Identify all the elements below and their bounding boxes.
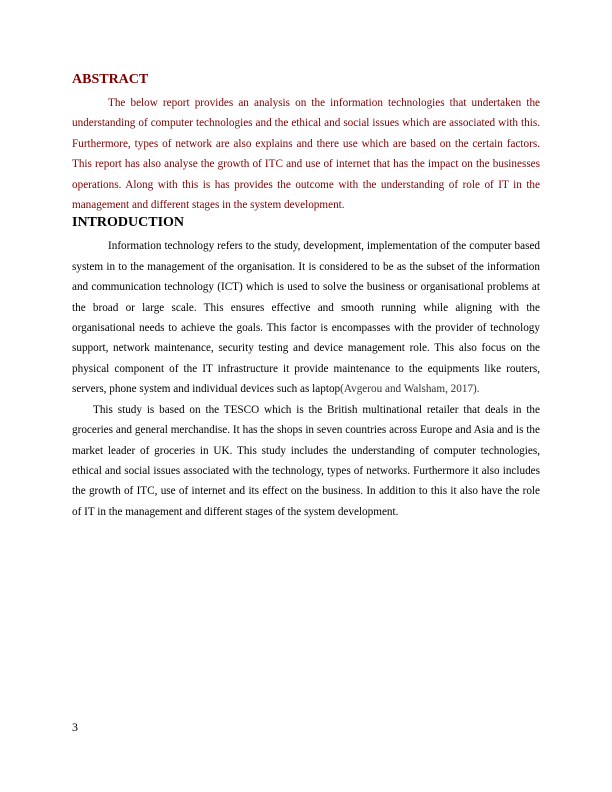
introduction-paragraph-1-text: Information technology refers to the study, development, implementation of the computer based system in to the management of the organisation. It is considered to be as the subset of the information and communication technology (ICT) which is used to solve the business or organisational problems at the broad or large scale. This ensures effective and smooth running while aligning with the organisational needs to achieve the goals. This factor is encompasses with the provider of technology support, network maintenance, security testing and device management role. This also focus on the physical component of the IT infrastructure it provide maintenance to the equipments like routers, servers, phone system and individual devices such as laptop xyxy=(72,240,540,396)
citation: (Avgerou and Walsham, 2017). xyxy=(340,383,480,396)
introduction-paragraph-2: This study is based on the TESCO which is the British multinational retailer that deals in the groceries and general merchandise. It has the shops in seven countries across Europe and Asia and is the market leader of groceries in UK. This study includes the understanding of computer technologies, ethical and social issues associated with the technology, types of networks. Furthermore it also includes the growth of ITC, use of internet and its effect on the business. In addition to this it also have the role of IT in the management and different stages of the system development. xyxy=(72,403,540,518)
introduction-section xyxy=(72,215,540,522)
page-content xyxy=(72,72,540,522)
abstract-heading: ABSTRACT xyxy=(72,72,149,87)
abstract-paragraph: The below report provides an analysis on the information technologies that undertaken the understanding of computer technologies and the ethical and social issues which are associated with this. Furthermore, types of network are also explains and there use which are based on the certain factors. This report has also analyse the growth of ITC and use of internet that has the impact on the businesses operations. Along with this is has provides the outcome with the understanding of role of IT in the management and different stages in the system development. xyxy=(72,97,540,212)
introduction-heading: INTRODUCTION xyxy=(72,215,185,231)
page-number: 3 xyxy=(72,720,78,734)
abstract-section xyxy=(72,72,540,215)
introduction-paragraph-1 xyxy=(72,236,540,399)
